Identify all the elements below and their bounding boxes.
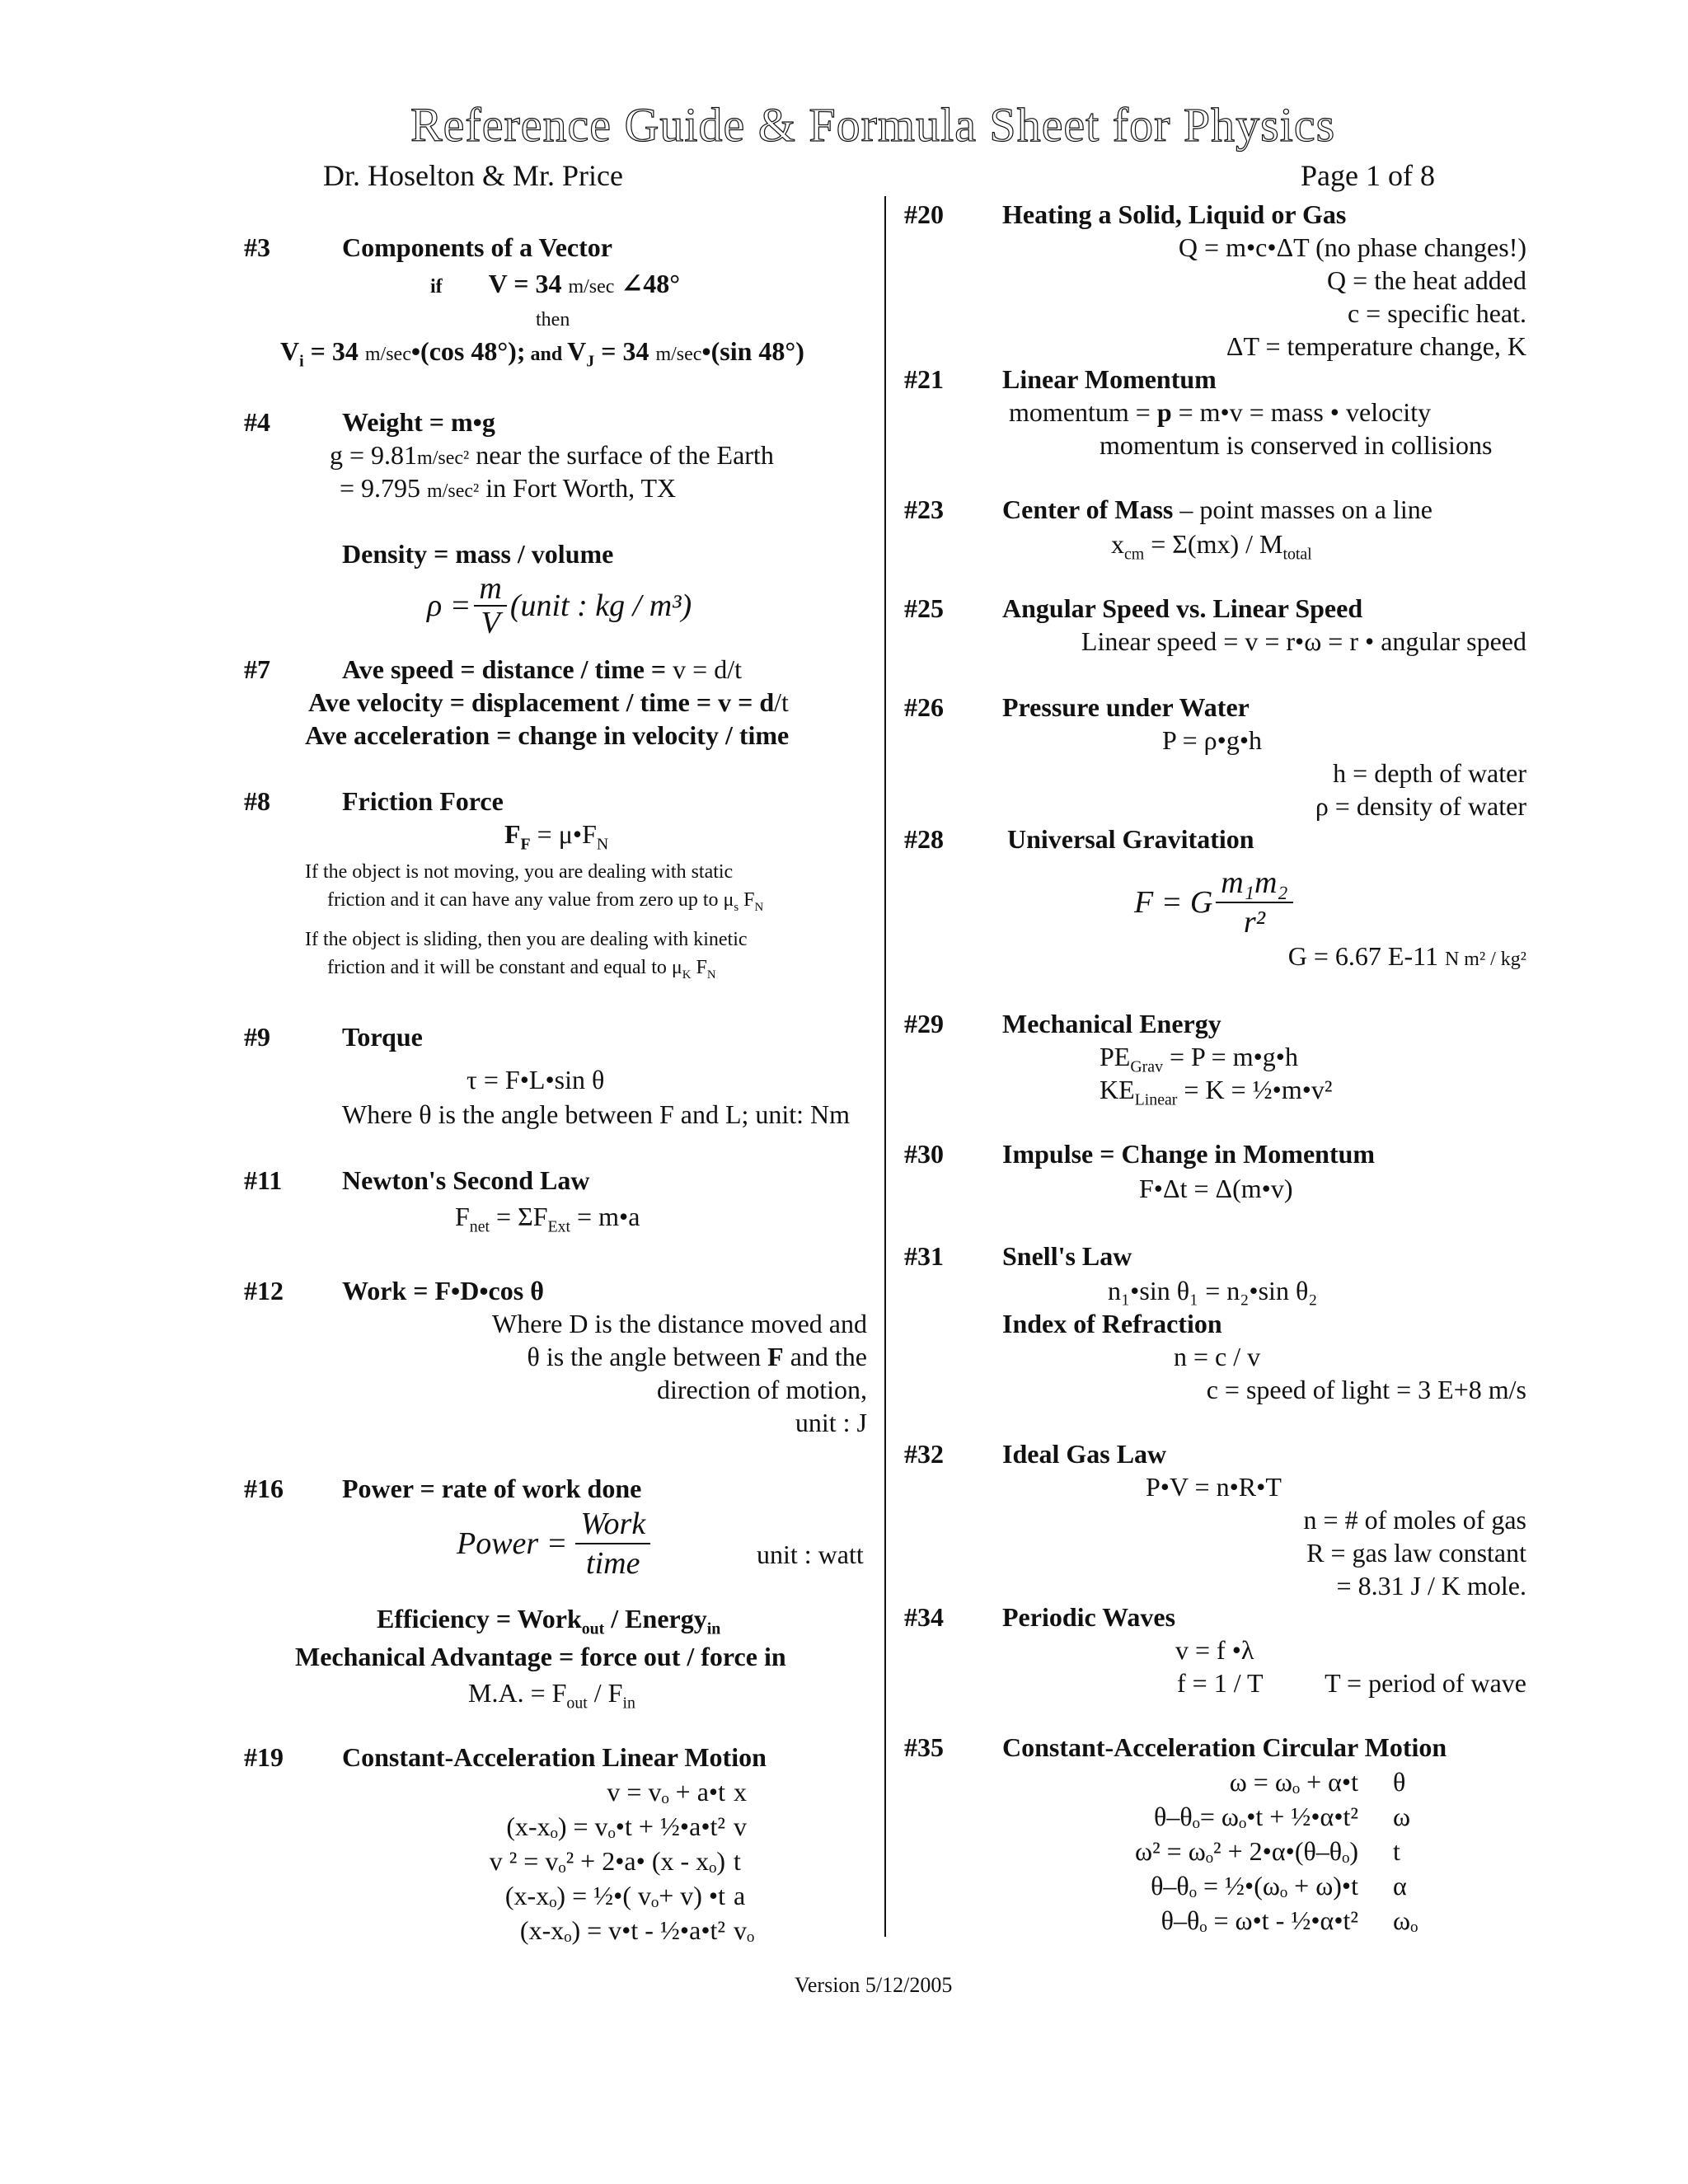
section-title: Torque	[342, 1022, 423, 1052]
linear-speed-formula: Linear speed = v = r•ω = r • angular speed	[1081, 626, 1526, 656]
section-title: Work = F•D•cos θ	[342, 1276, 544, 1305]
missing-variable: ω	[1393, 1802, 1411, 1831]
mechanical-advantage: Mechanical Advantage = force out / force in	[295, 1642, 786, 1671]
page-number: Page 1 of 8	[1301, 159, 1435, 192]
section-number: #11	[244, 1165, 283, 1195]
momentum-formula: momentum = p = m•v = mass • velocity	[1009, 397, 1432, 427]
gravitation-constant: G = 6.67 E-11 N m² / kg²	[1287, 941, 1526, 971]
section-number: #3	[244, 232, 270, 262]
section-title: Impulse = Change in Momentum	[1002, 1139, 1376, 1169]
missing-variable: t	[734, 1846, 741, 1876]
angular-equation: ω² = ωₒ² + 2•α•(θ–θₒ)	[1135, 1836, 1358, 1866]
vector-definition: if V = 34 m/sec ∠48°	[430, 269, 681, 298]
kinematic-equation: v ² = vₒ² + 2•a• (x - xₒ)	[489, 1846, 725, 1876]
kinetic-friction-text-2: friction and it will be constant and equal to $\mu_K$ $F_N$	[327, 957, 716, 982]
angular-equation: ω = ωₒ + α•t	[1229, 1767, 1358, 1797]
section-number: #32	[904, 1439, 944, 1469]
version-footer: Version 5/12/2005	[795, 1973, 953, 1997]
kinematic-equation: v = vₒ + a•t	[607, 1777, 725, 1807]
ave-velocity: Ave velocity = displacement / time = v = d/t	[308, 687, 789, 717]
heat-def-c: c = specific heat.	[1347, 298, 1526, 328]
section-number: #35	[904, 1732, 944, 1762]
section-number: #25	[904, 593, 944, 623]
angular-equation: θ–θₒ = ω•t - ½•α•t²	[1160, 1905, 1358, 1935]
section-number: #12	[244, 1276, 284, 1305]
section-title: Newton's Second Law	[342, 1165, 590, 1195]
section-number: #29	[904, 1009, 944, 1038]
section-number: #16	[244, 1474, 284, 1503]
section-number: #34	[904, 1602, 944, 1632]
section-title: Linear Momentum	[1002, 364, 1217, 394]
wave-speed-formula: v = f •λ	[1175, 1635, 1254, 1665]
section-title: Constant-Acceleration Linear Motion	[342, 1742, 767, 1772]
gas-def-n: n = # of moles of gas	[1303, 1505, 1526, 1535]
speed-of-light: c = speed of light = 3 E+8 m/s	[1206, 1375, 1526, 1404]
ideal-gas-formula: P•V = n•R•T	[1146, 1472, 1282, 1502]
center-of-mass-formula: $x_{cm} = \Sigma(mx) / M_{total}$	[1111, 529, 1312, 564]
potential-energy-formula: $PE_{Grav} = P$ = m•g•h	[1100, 1042, 1298, 1076]
page-title: Reference Guide & Formula Sheet for Physics	[410, 98, 1336, 152]
section-number: #30	[904, 1139, 944, 1169]
impulse-formula: F•Δt = Δ(m•v)	[1139, 1174, 1293, 1203]
gas-constant-value: = 8.31 J / K mole.	[1336, 1571, 1526, 1601]
missing-variable: α	[1393, 1871, 1407, 1900]
refraction-formula: n = c / v	[1174, 1342, 1261, 1371]
power-formula: Power = $\frac{\text{Work}}{\text{time}}$	[457, 1505, 650, 1582]
torque-formula: τ = F•L•sin θ	[467, 1065, 605, 1094]
section-title: Universal Gravitation	[1007, 824, 1254, 854]
section-title: Periodic Waves	[1002, 1602, 1176, 1632]
kinematic-equation: (x-xₒ) = ½•( vₒ+ v) •t	[504, 1881, 725, 1910]
section-number: #19	[244, 1742, 284, 1772]
section-title: Center of Mass – point masses on a line	[1002, 494, 1432, 524]
gravitation-formula: F = G $\frac{\text{m₁m₂}}{\text{r²}}$	[1134, 864, 1293, 941]
period-note: T = period of wave	[1325, 1668, 1526, 1698]
missing-variable: x	[734, 1777, 747, 1807]
efficiency-formula: Efficiency = Work$_{out}$ / Energy$_{in}$	[377, 1604, 721, 1638]
missing-variable: ωₒ	[1393, 1905, 1418, 1935]
section-number: #31	[904, 1241, 944, 1271]
section-title: Friction Force	[342, 786, 504, 816]
section-title: Weight = m•g	[342, 407, 495, 437]
density-formula: ρ = $\frac{m}{V}$ (unit : kg / m³)	[427, 571, 692, 640]
static-friction-text-2: friction and it can have any value from zero up to $\mu_s$ $F_N$	[327, 889, 764, 914]
ave-acceleration: Ave acceleration = change in velocity / time	[305, 720, 790, 750]
section-title: Components of a Vector	[342, 232, 612, 262]
power-unit: unit : watt	[757, 1540, 864, 1569]
gas-def-r: R = gas law constant	[1306, 1538, 1526, 1568]
missing-variable: θ	[1393, 1767, 1406, 1797]
work-description-1: Where D is the distance moved and	[492, 1309, 867, 1338]
friction-formula: $F_F$ = $\mu•F_N$	[504, 819, 609, 854]
snell-formula: n₁•sin θ₁ = n₂•sin θ₂	[1108, 1276, 1318, 1305]
angular-equation: θ–θₒ= ωₒ•t + ½•α•t²	[1154, 1802, 1358, 1831]
missing-variable: vₒ	[734, 1915, 755, 1945]
ma-formula: M.A. = $F_{out} / F_{in}$	[468, 1678, 635, 1713]
section-title: Constant-Acceleration Circular Motion	[1002, 1732, 1447, 1762]
angular-equation: θ–θₒ = ½•(ωₒ + ω)•t	[1151, 1871, 1358, 1900]
ave-speed: Ave speed = distance / time = v = d/t	[342, 654, 742, 684]
density-title: Density = mass / volume	[342, 539, 614, 569]
section-title: Angular Speed vs. Linear Speed	[1002, 593, 1363, 623]
missing-variable: v	[734, 1811, 747, 1841]
newton-formula: $F_{net} = \Sigma F_{Ext}$ = m•a	[455, 1202, 640, 1236]
kinematic-equation: (x-xₒ) = v•t - ½•a•t²	[519, 1915, 725, 1945]
section-title: Power = rate of work done	[342, 1474, 642, 1503]
kinematic-equation: (x-xₒ) = vₒ•t + ½•a•t²	[506, 1811, 725, 1841]
work-description-3: direction of motion,	[656, 1375, 867, 1404]
section-title: Ideal Gas Law	[1002, 1439, 1167, 1469]
section-number: #21	[904, 364, 944, 394]
gravity-fort-worth: = 9.795 m/sec² in Fort Worth, TX	[340, 473, 677, 503]
section-number: #7	[244, 654, 270, 684]
momentum-note: momentum is conserved in collisions	[1100, 430, 1493, 460]
section-number: #20	[904, 199, 944, 229]
section-number: #9	[244, 1022, 270, 1052]
section-number: #26	[904, 692, 944, 722]
pressure-def-rho: ρ = density of water	[1315, 791, 1526, 821]
vector-components: $V_i = 34$ m/sec•(cos 48°); and $V_J = 34$ m/sec•(sin 48°)	[280, 336, 804, 371]
gravity-earth: g = 9.81m/sec² near the surface of the Earth	[330, 440, 774, 470]
work-description-2: θ is the angle between F and the	[527, 1342, 867, 1371]
heat-def-q: Q = the heat added	[1327, 265, 1526, 295]
section-number: #28	[904, 824, 944, 854]
section-number: #23	[904, 494, 944, 524]
static-friction-text: If the object is not moving, you are dealing with static	[305, 861, 734, 883]
pressure-def-h: h = depth of water	[1333, 758, 1526, 788]
then-label: then	[536, 309, 570, 330]
heat-formula: Q = m•c•ΔT (no phase changes!)	[1178, 232, 1526, 262]
column-divider	[884, 196, 886, 1937]
authors: Dr. Hoselton & Mr. Price	[323, 159, 623, 192]
torque-description: Where θ is the angle between F and L; unit: Nm	[342, 1099, 851, 1129]
pressure-formula: P = ρ•g•h	[1162, 725, 1263, 755]
section-title: Snell's Law	[1002, 1241, 1132, 1271]
missing-variable: a	[734, 1881, 746, 1910]
section-number: #4	[244, 407, 270, 437]
work-unit: unit : J	[795, 1408, 867, 1437]
section-title: Mechanical Energy	[1002, 1009, 1221, 1038]
section-title: Heating a Solid, Liquid or Gas	[1002, 199, 1347, 229]
kinetic-energy-formula: $KE_{Linear} = K$ = ½•m•v²	[1100, 1075, 1333, 1109]
frequency-formula: f = 1 / T	[1177, 1668, 1264, 1698]
heat-def-dt: ΔT = temperature change, K	[1226, 331, 1526, 361]
section-number: #8	[244, 786, 270, 816]
section-title: Pressure under Water	[1002, 692, 1250, 722]
missing-variable: t	[1393, 1836, 1400, 1866]
index-of-refraction-title: Index of Refraction	[1002, 1309, 1222, 1338]
kinetic-friction-text: If the object is sliding, then you are dealing with kinetic	[305, 929, 748, 950]
